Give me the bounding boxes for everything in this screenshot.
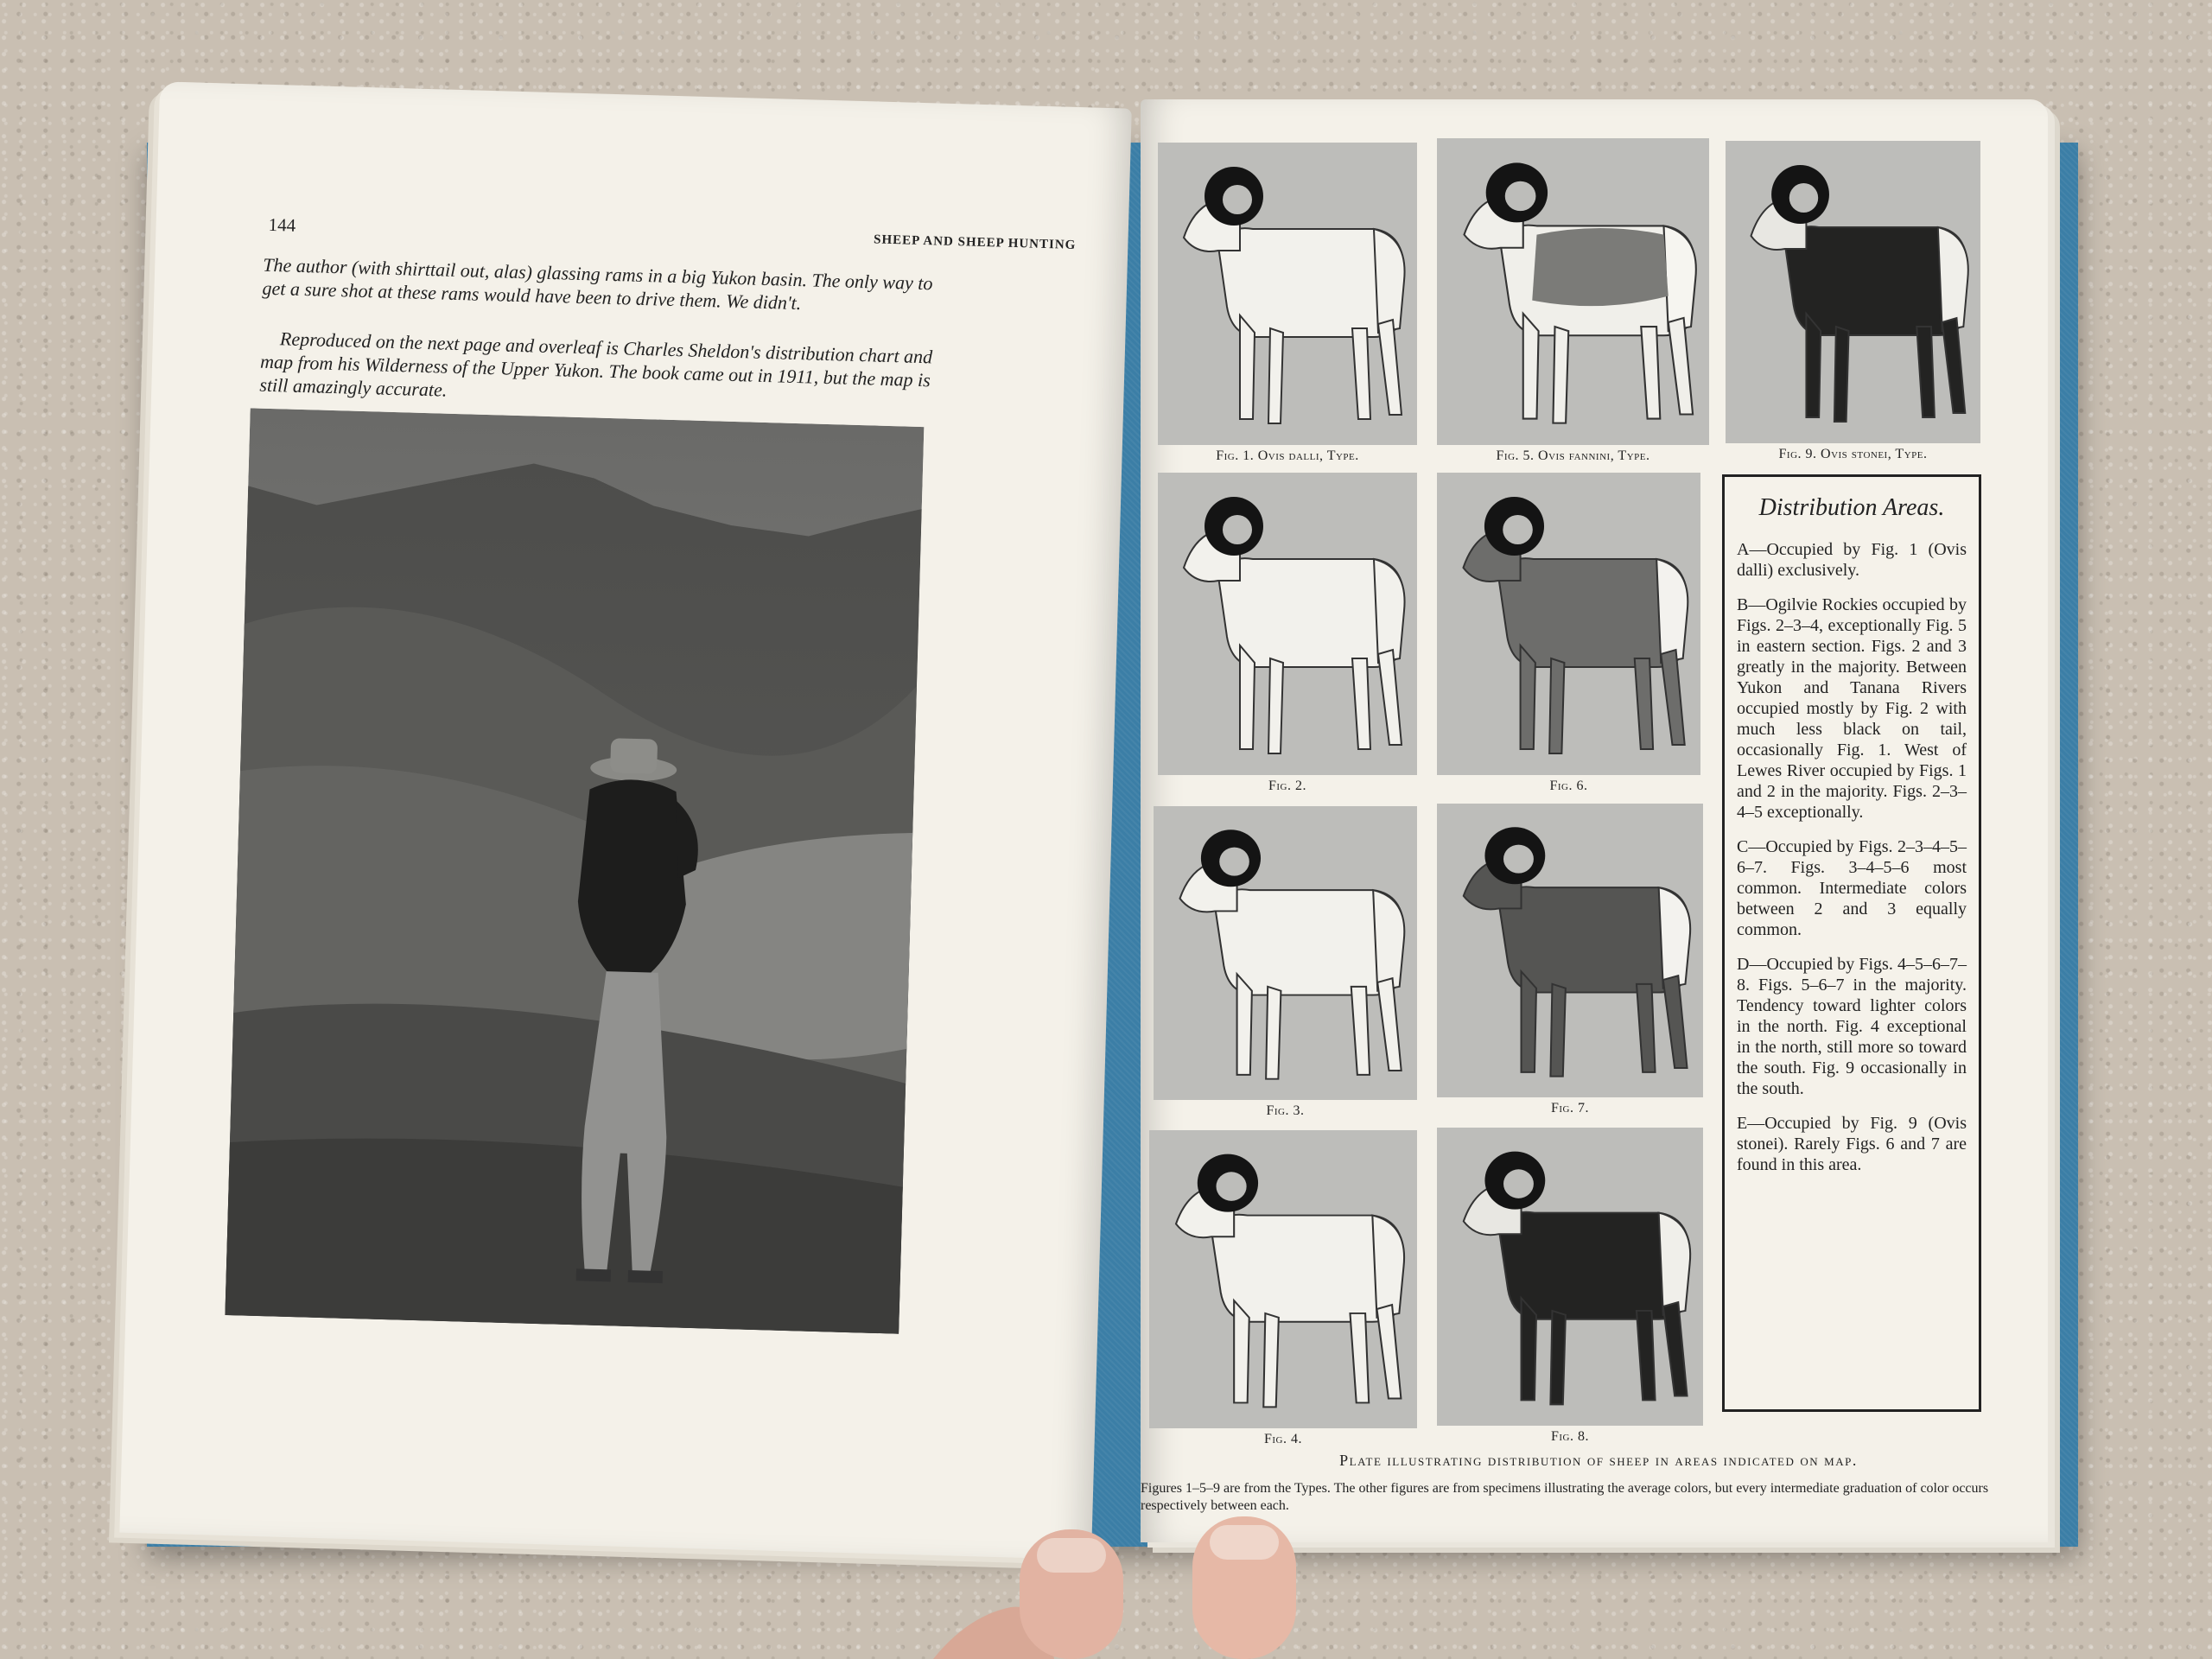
figure-label: Fig. 3. [1266, 1103, 1305, 1118]
figure-label: Fig. 5. Ovis fannini, Type. [1496, 448, 1650, 463]
legend-entry-b: B—Ogilvie Rockies occupied by Figs. 2–3–4, exceptionally Fig. 5 in eastern section. Figs. 2 and 3 greatly in the majority. Between Yukon and Tanana Rivers occupied mostly by Fig. 2 with much less black on tail, occasionally Fig. 1. West of Lewes River occupied by Figs. 1 and 2 in the majority. Figs. 2–3–4–5 exceptionally. [1737, 595, 1967, 822]
figure-label: Fig. 6. [1549, 779, 1588, 793]
legend-entry-e: E—Occupied by Fig. 9 (Ovis stonei). Rarely Figs. 6 and 7 are found in this area. [1737, 1114, 1967, 1174]
figure-label: Fig. 9. Ovis stonei, Type. [1778, 447, 1928, 461]
figure-label: Fig. 4. [1263, 1432, 1302, 1446]
sheep-figure [1149, 1130, 1417, 1428]
figure-label: Fig. 2. [1268, 779, 1306, 793]
sheep-figure [1437, 473, 1700, 775]
figure-label: Fig. 1. Ovis dalli, Type. [1216, 448, 1359, 463]
running-title: SHEEP AND SHEEP HUNTING [873, 232, 1077, 252]
sheep-figure [1437, 138, 1709, 445]
distribution-legend [1722, 474, 1981, 1412]
figure-label: Fig. 7. [1550, 1101, 1589, 1116]
legend-entry-c: C—Occupied by Figs. 2–3–4–5–6–7. Figs. 3–4–5–6 most common. Intermediate colors between 2 and 3 equally common. [1737, 837, 1967, 939]
sheep-figure [1726, 141, 1980, 443]
right-page [1141, 99, 2048, 1542]
sheep-figure [1437, 1128, 1703, 1426]
photo-caption: The author (with shirttail out, alas) glassing rams in a big Yukon basin. The only way to get a sure shot at these rams would have been to drive them. We didn't. [262, 253, 933, 315]
legend-title: Distribution Areas. [1758, 494, 1945, 521]
page-number: 144 [268, 213, 296, 236]
sheep-figure [1158, 473, 1417, 775]
plate-caption: Plate illustrating distribution of sheep in areas indicated on map. [1339, 1452, 1858, 1469]
hunter-photo [225, 408, 924, 1333]
legend-entry-d: D—Occupied by Figs. 4–5–6–7–8. Figs. 5–6–7 in the majority. Tendency toward lighter colors in the north. Fig. 4 exceptional in the north, still more so toward the south. Fig. 9 occasionally in the south. [1737, 955, 1967, 1098]
left-page [119, 81, 1131, 1560]
hand-fingers [933, 1512, 1521, 1659]
legend-entry-a: A—Occupied by Fig. 1 (Ovis dalli) exclusively. [1737, 540, 1967, 580]
reproduction-note: Reproduced on the next page and overleaf is Charles Sheldon's distribution chart and map from his Wilderness of the Upper Yukon. The book came out in 1911, but the map is still amazingly accurate. [259, 327, 933, 401]
sheep-figure [1437, 804, 1703, 1097]
figure-label: Fig. 8. [1550, 1429, 1589, 1444]
sheep-figure [1154, 806, 1417, 1100]
sheep-figure [1158, 143, 1417, 445]
plate-footnote: Figures 1–5–9 are from the Types. The other figures are from specimens illustrating the average colors, but every intermediate graduation of color occurs respectively between each. [1141, 1481, 1989, 1513]
